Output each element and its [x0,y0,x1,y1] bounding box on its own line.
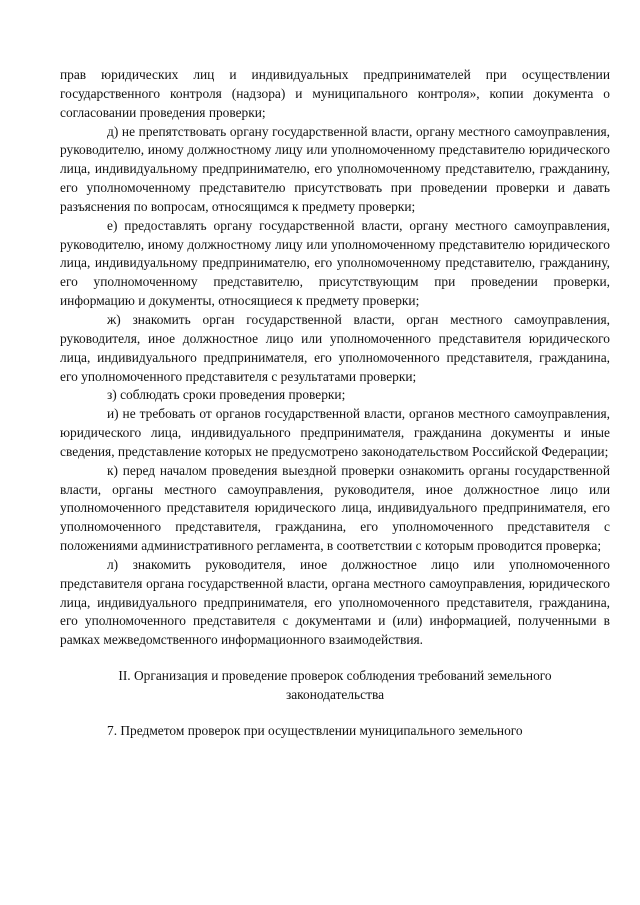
paragraph-item-7: 7. Предметом проверок при осуществлении муниципального земельного [107,722,523,738]
paragraph-item-zh: ж) знакомить орган государственной власти, орган местного самоуправления, руководителя, иное должностное лицо или уполномоченного представителя юридического лица, индивидуального предпринимателя, его уполномоченного представителя, гражданина, его уполномоченного представителя с результатами проверки; [60,311,610,384]
paragraph-item-e: е) предоставлять органу государственной власти, органу местного самоуправления, руководителю, иному должностному лицу или уполномоченному представителю юридического лица, индивидуальному предпринимателю, его уполномоченному представителю, гражданину, его уполномоченному представителю, присутствующим при проведении проверки, информацию и документы, относящиеся к предмету проверки; [60,217,610,309]
section-heading: II. Организация и проведение проверок соблюдения требований земельного законодательства [118,668,552,702]
document-page [60,66,610,741]
paragraph-item-l: л) знакомить руководителя, иное должностное лицо или уполномоченного представителя органа государственной власти, органа местного самоуправления, юридического лица, индивидуального предпринимателя, его уполномоченного представителя, гражданина, его уполномоченного представителя с документами и (или) информацией, полученными в рамках межведомственного информационного взаимодействия. [60,556,610,648]
paragraph-item-i: и) не требовать от органов государственной власти, органов местного самоуправления, юридического лица, индивидуального предпринимателя, гражданина документы и иные сведения, представление которых не предусмотрено законодательством Российской Федерации; [60,406,610,459]
paragraph-item-d: д) не препятствовать органу государственной власти, органу местного самоуправления, руководителю, иному должностному лицу или уполномоченному представителю юридического лица, индивидуальному предпринимателю, его уполномоченному представителю, гражданину, его уполномоченному представителю присутствовать при проведении проверки и давать разъяснения по вопросам, относящимся к предмету проверки; [60,123,610,214]
paragraph-item-k: к) перед началом проведения выездной проверки ознакомить органы государственной власти, органы местного самоуправления, руководителя, иное должностное лицо или уполномоченного представителя юридического лица, индивидуального предпринимателя, его уполномоченного представителя, гражданина, его уполномоченного представителя с положениями административного регламента, в соответствии с которым проводится проверка; [60,462,610,554]
paragraph-item-z: з) соблюдать сроки проведения проверки; [107,387,346,403]
paragraph-continuation: прав юридических лиц и индивидуальных предпринимателей при осуществлении государственного контроля (надзора) и муниципального контроля», копии документа о согласовании проведения проверки; [60,67,610,120]
